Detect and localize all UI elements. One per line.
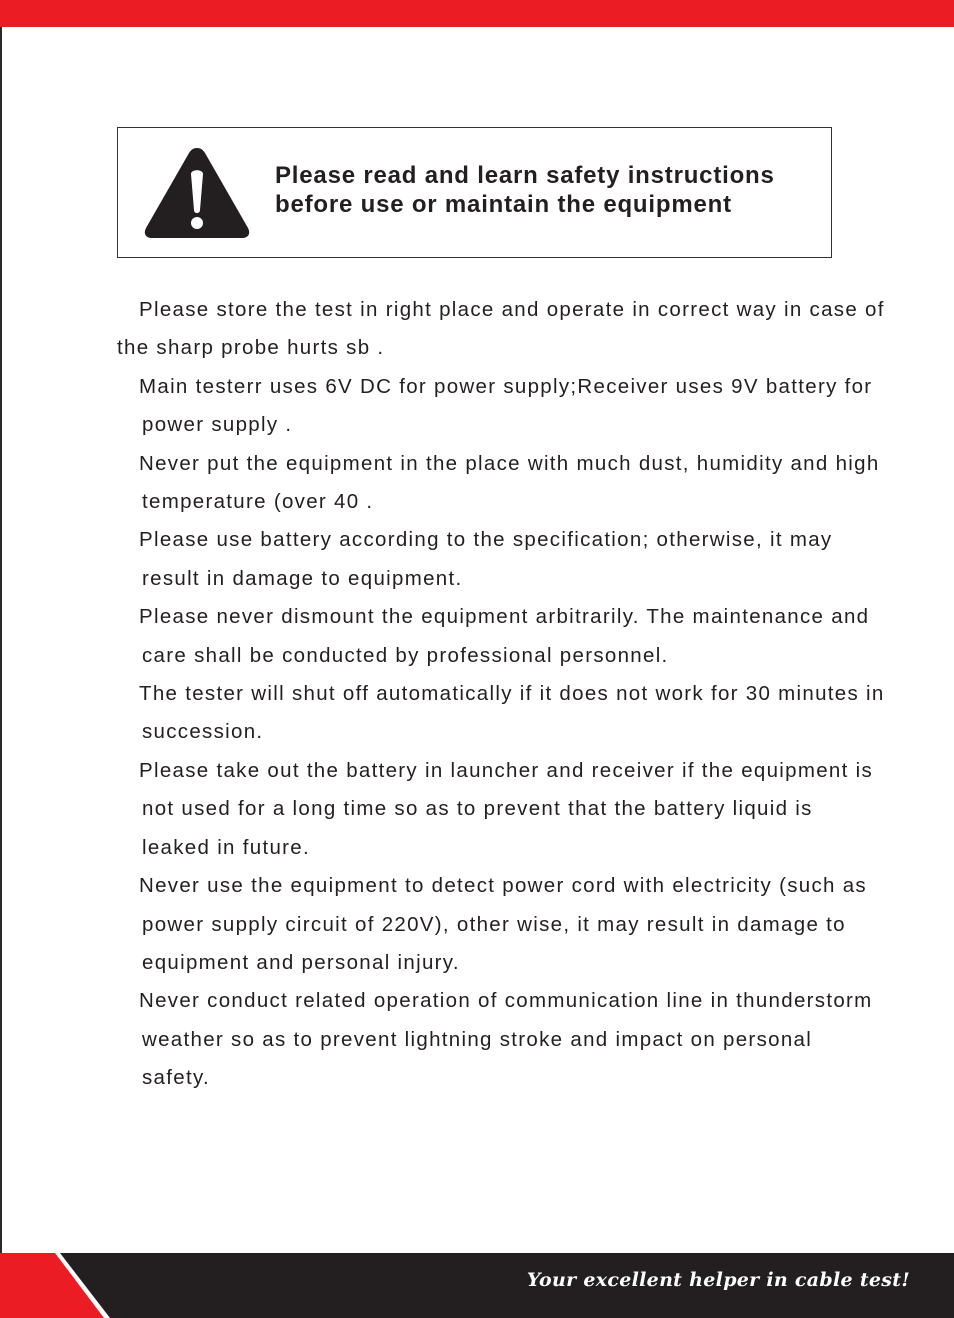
instruction-item: Please use battery according to the specification; otherwise, it may result in damage to equipment. [139,528,833,590]
warning-heading-line-1: Please read and learn safety instructions [275,162,775,189]
footer-red-accent [0,1253,120,1318]
instruction-item: Never use the equipment to detect power cord with electricity (such as power supply circuit of 220V), other wise, it may result in damage to equipment and personal injury. [139,874,867,974]
footer-tagline: Your excellent helper in cable test! [526,1269,910,1291]
warning-heading [275,161,775,219]
instruction-item: Never conduct related operation of communication line in thunderstorm weather so as to prevent lightning stroke and impact on personal safety. [139,989,873,1090]
instruction-item: Please never dismount the equipment arbitrarily. The maintenance and care shall be conducted by professional personnel. [139,605,870,667]
safety-instructions-list [117,291,907,1098]
instruction-item: Never put the equipment in the place with much dust, humidity and high temperature (over 40 . [139,451,880,514]
safety-warning-box [117,127,832,258]
warning-heading-line-2: before use or maintain the equipment [275,191,732,218]
instruction-item: The tester will shut off automatically if it does not work for 30 minutes in succession. [139,682,885,744]
instruction-item: Please store the test in right place and operate in correct way in case of the sharp probe hurts sb . [117,298,885,360]
instruction-item: Main testerr uses 6V DC for power supply;Receiver uses 9V battery for power supply . [139,374,873,437]
warning-triangle-icon [142,144,252,240]
left-border-line [0,27,2,1253]
top-accent-bar [0,0,954,27]
instruction-item: Please take out the battery in launcher and receiver if the equipment is not used for a long time so as to prevent that the battery liquid is leaked in future. [139,758,874,859]
